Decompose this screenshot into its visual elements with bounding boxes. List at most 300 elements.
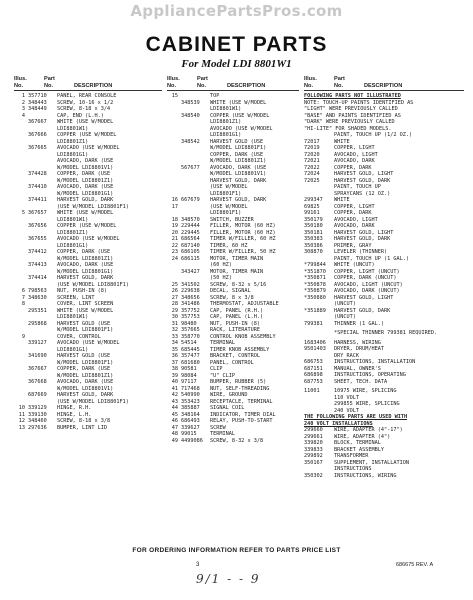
part-number: 350180 bbox=[304, 223, 323, 229]
part-description: (USE W/MODEL LDI8801F1) bbox=[57, 203, 129, 210]
part-description: WHITE (USE W/MODEL bbox=[210, 99, 267, 106]
part-description: COPPER, LIGHT bbox=[334, 145, 375, 151]
part-number: 341502 bbox=[181, 281, 200, 288]
part-description: AVOCADO, LIGHT bbox=[334, 151, 378, 158]
part-number: 350302 bbox=[304, 472, 323, 479]
part-description: SHEET, TECH. DATA bbox=[334, 378, 388, 385]
part-description: COPPER (USE W/MODEL bbox=[57, 132, 117, 138]
note-line: "DARK" WERE PREVIOUSLY CALLED bbox=[304, 119, 395, 125]
part-description: FILLER, MOTOR (60 HZ) bbox=[210, 229, 276, 236]
part-number: 99161 bbox=[304, 210, 320, 216]
part-description: HINGE, R.H. bbox=[57, 405, 92, 411]
part-number: 1683406 bbox=[304, 339, 326, 346]
part-description: DECAL, SIGNAL bbox=[210, 288, 251, 294]
part-description: W/MODEL LDI8801G1) bbox=[57, 268, 114, 275]
part-description: HARVEST GOLD, DARK bbox=[334, 177, 391, 184]
part-number: 54514 bbox=[181, 340, 197, 346]
part-number: 358770 bbox=[181, 333, 200, 340]
part-description: (UNCUT) bbox=[334, 301, 356, 307]
part-description: TERMINAL bbox=[210, 431, 235, 437]
part-number: 97117 bbox=[181, 379, 197, 385]
part-description: HARVEST GOLD, DARK bbox=[57, 197, 114, 203]
part-number: 339130 bbox=[28, 411, 47, 418]
parts-column-3 bbox=[304, 76, 464, 479]
illus-number: 43 bbox=[171, 398, 178, 405]
illus-number: 40 bbox=[171, 379, 178, 385]
part-description: AVOCADO (USE W/MODEL bbox=[57, 340, 120, 346]
part-description: 110 VOLT bbox=[334, 394, 359, 401]
part-number: 367665 bbox=[28, 145, 47, 151]
part-description: INSTRUCTIONS, WIRING bbox=[334, 472, 397, 479]
part-number: 9501403 bbox=[304, 346, 326, 352]
illus-number: 13 bbox=[18, 424, 25, 431]
part-description: SCREW, 8-18 x 3/8 bbox=[57, 418, 111, 424]
part-description: LDI8801G1) bbox=[57, 242, 89, 249]
part-description: AVOCADO, DARK bbox=[334, 223, 375, 229]
part-number: 374411 bbox=[28, 197, 47, 203]
parts-column-2 bbox=[167, 76, 299, 444]
part-number: 295351 bbox=[28, 307, 47, 314]
ordering-footer: FOR ORDERING INFORMATION REFER TO PARTS PRICE LIST bbox=[132, 547, 341, 554]
part-description: WHITE (USE W/MODEL bbox=[57, 210, 114, 216]
part-number: 717468 bbox=[181, 385, 200, 392]
part-description: SUPPLEMENT, INSTALLATION bbox=[334, 459, 409, 466]
part-description: INSTRUCTIONS, OPERATING bbox=[334, 372, 406, 378]
part-number: 350179 bbox=[304, 216, 323, 223]
part-description: WHITE (USE W/MODEL bbox=[57, 119, 114, 125]
note-line: "HI-LITE" FOR SHADED MODELS. bbox=[304, 125, 392, 132]
part-description: HARVEST GOLD, DARK bbox=[334, 307, 391, 314]
part-description: W/MODEL LDI8801Z1) bbox=[57, 255, 114, 262]
part-number: 681680 bbox=[181, 359, 200, 366]
paint-note bbox=[304, 100, 464, 133]
part-number: 798563 bbox=[28, 288, 47, 294]
part-description: HARVEST GOLD (USE bbox=[210, 138, 264, 145]
part-description: SCREW, 8 x 3/8 bbox=[210, 294, 254, 301]
part-number: 308870 bbox=[304, 249, 323, 255]
part-description: AVOCADO, DARK (USE bbox=[57, 158, 114, 164]
part-description: HARVEST GOLD, LIGHT bbox=[334, 229, 394, 236]
illus-number: 25 bbox=[171, 281, 178, 288]
part-description: THERMOSTAT, ADJUSTABLE bbox=[210, 301, 279, 307]
part-description: AVOCADO, DARK (USE bbox=[57, 379, 114, 385]
illus-number: 5 bbox=[21, 210, 25, 216]
part-number: 69825 bbox=[304, 203, 320, 210]
part-description: MOTOR, TIMER MAIN bbox=[210, 268, 264, 275]
part-number: 357477 bbox=[181, 353, 200, 359]
240v-heading-line2: 240 VOLT INSTALLATIONS bbox=[304, 420, 373, 427]
part-description: SCREW, 10-16 x 1/2 bbox=[57, 99, 114, 106]
note-line: NOTE: TOUCH-UP PAINTS IDENTIFIED AS bbox=[304, 99, 414, 106]
part-number: 374413 bbox=[28, 262, 47, 268]
part-number: 297636 bbox=[28, 424, 47, 431]
illus-number: 27 bbox=[171, 294, 178, 301]
part-number: 72024 bbox=[304, 171, 320, 177]
part-description: CAP, END (L.H.) bbox=[57, 112, 104, 119]
illus-number: 32 bbox=[171, 327, 178, 333]
part-description: W/MODEL LDI8801Z1) bbox=[57, 372, 114, 379]
part-number: 686115 bbox=[181, 255, 200, 262]
part-description: SCREW, 8-32 x 5/16 bbox=[210, 281, 267, 288]
part-description: PANEL, CONTROL bbox=[210, 359, 254, 366]
part-number: 357753 bbox=[181, 314, 200, 320]
part-description: COVER, LINT SCREEN bbox=[57, 301, 114, 307]
illus-number: 37 bbox=[171, 359, 178, 366]
part-number: 374428 bbox=[28, 171, 47, 177]
part-description: (USE W/MODEL LDI8801F1) bbox=[57, 398, 129, 405]
part-description: COPPER, DARK bbox=[334, 210, 372, 216]
part-description: RELAY, PUSH-TO-START bbox=[210, 418, 273, 424]
page-subtitle: For Model LDI 8801W1 bbox=[181, 58, 292, 70]
part-description: (USE W/MODEL bbox=[210, 184, 248, 190]
part-number: 348540 bbox=[181, 112, 200, 119]
part-description: INDICATOR, TIMER DIAL bbox=[210, 411, 276, 418]
part-description: LEVELER (THINNER) bbox=[334, 249, 388, 255]
part-description: COPPER, LIGHT bbox=[334, 203, 375, 210]
part-number: 72020 bbox=[304, 151, 320, 158]
part-number: *350880 bbox=[304, 294, 326, 301]
part-description: BLOCK, TERMINAL bbox=[334, 440, 381, 446]
part-description: W/MODEL LDI8801V1) bbox=[57, 385, 114, 392]
part-number: 667679 bbox=[181, 197, 200, 203]
part-description: PRIMER, GRAY bbox=[334, 242, 372, 249]
header-desc: DESCRIPTION bbox=[364, 82, 403, 89]
part-description: LDI8801W1) bbox=[57, 216, 89, 223]
part-description: W/MODEL LDI8801Z1) bbox=[210, 158, 267, 164]
part-description: TIMER, 60 HZ bbox=[210, 242, 248, 249]
part-description: SPRAYCANS (12 OZ.) bbox=[334, 190, 391, 197]
part-description: WIRE, GROUND bbox=[210, 392, 248, 398]
header-illus: Illus. No. bbox=[304, 76, 317, 89]
part-description: SWITCH, BUZZER bbox=[210, 216, 254, 223]
part-number: 367655 bbox=[28, 236, 47, 242]
part-description: BUMPER, RUBBER (5) bbox=[210, 379, 267, 385]
illus-number: 41 bbox=[171, 385, 178, 392]
illus-number: 15 bbox=[171, 93, 178, 99]
part-description: PANEL, REAR CONSOLE bbox=[57, 93, 117, 99]
part-description: (UNCUT) bbox=[334, 314, 356, 320]
part-description: BRACKET ASSEMBLY bbox=[334, 446, 384, 453]
part-description: COPPER, DARK (USE bbox=[57, 249, 111, 255]
part-description: HARVEST GOLD, LIGHT bbox=[334, 294, 394, 301]
part-description: W/MODEL LDI8801F1) bbox=[57, 327, 114, 333]
part-number: 357752 bbox=[181, 307, 200, 314]
part-number: 299661 bbox=[304, 433, 323, 440]
part-number: 350386 bbox=[304, 242, 323, 249]
part-description: W/MODEL LDI8801Z1) bbox=[57, 177, 114, 184]
part-number: 348460 bbox=[28, 418, 47, 424]
illus-number: 17 bbox=[171, 203, 178, 210]
illus-number: 18 bbox=[171, 216, 178, 223]
part-number: 367668 bbox=[28, 379, 47, 385]
part-description: TRANSFORMER bbox=[334, 453, 369, 459]
part-description: WIRE, ADAPTER (4"-17") bbox=[334, 427, 403, 433]
illus-number: 29 bbox=[171, 307, 178, 314]
part-description: NUT, PUSH-IN (8) bbox=[57, 288, 107, 294]
part-description: TIMER W/FILLER, 60 HZ bbox=[210, 236, 276, 242]
part-number: 295868 bbox=[28, 320, 47, 327]
note-line: "LIGHT" WERE PREVIOUSLY CALLED bbox=[304, 106, 398, 112]
part-description: HARVEST GOLD, DARK bbox=[57, 392, 114, 398]
part-description: (USE W/MODEL LDI8801F1) bbox=[57, 281, 129, 288]
part-row bbox=[304, 473, 464, 480]
240v-heading: THE FOLLOWING PARTS ARE USED WITH bbox=[304, 414, 408, 420]
part-description: PAINT, TOUCH UP (1/2 OZ.) bbox=[334, 132, 413, 138]
part-number: 686105 bbox=[181, 249, 200, 255]
illus-number: 16 bbox=[171, 197, 178, 203]
note-line: "BASE" AND PAINTS IDENTIFIED AS bbox=[304, 112, 401, 119]
illus-number: 1 bbox=[21, 93, 25, 99]
illus-number: 11 bbox=[18, 411, 25, 418]
part-description: DRYER, DRUM/HEAT bbox=[334, 346, 384, 352]
illus-number: 24 bbox=[171, 255, 178, 262]
part-description: (60 HZ) bbox=[210, 262, 232, 268]
illus-number: 7 bbox=[21, 294, 25, 301]
part-description: WIRE, ADAPTER (4") bbox=[334, 433, 391, 440]
part-description: LDI8801W1) bbox=[210, 106, 242, 112]
part-description: COPPER, LIGHT (UNCUT) bbox=[334, 268, 400, 275]
part-description: HINGE, L.H. bbox=[57, 411, 92, 418]
illus-number: 20 bbox=[171, 229, 178, 236]
illus-number: 35 bbox=[171, 346, 178, 353]
part-description: MANUAL, OWNER'S bbox=[334, 365, 381, 372]
illus-number: 46 bbox=[171, 418, 178, 424]
part-number: 367657 bbox=[28, 210, 47, 216]
part-description: 299855 WIRE, SPLICING bbox=[334, 401, 400, 407]
illus-number: 30 bbox=[171, 314, 178, 320]
illus-number: 21 bbox=[171, 236, 178, 242]
part-description: AVOCADO, DARK (UNCUT) bbox=[334, 288, 400, 294]
part-description: HARVEST GOLD, DARK bbox=[57, 275, 114, 281]
part-number: 348449 bbox=[28, 106, 47, 112]
part-number: 98084 bbox=[181, 372, 197, 379]
part-description: CONTROL KNOB ASSEMBLY bbox=[210, 333, 276, 340]
part-description: PAINT, TOUCH UP bbox=[334, 184, 381, 190]
part-description: BRACKET, CONTROL bbox=[210, 353, 260, 359]
part-description: COPPER, DARK (USE bbox=[57, 366, 111, 372]
part-number: 90581 bbox=[181, 366, 197, 372]
part-description: HARVEST GOLD, DARK bbox=[210, 177, 267, 184]
illus-number: 4 bbox=[21, 112, 25, 119]
part-number: 350383 bbox=[304, 236, 323, 242]
part-number: 348443 bbox=[28, 99, 47, 106]
part-number: 339833 bbox=[304, 446, 323, 453]
header-desc: DESCRIPTION bbox=[227, 82, 266, 89]
part-description: HARVEST GOLD, DARK bbox=[334, 236, 391, 242]
part-number: 11001 bbox=[304, 388, 320, 394]
part-description: SCREW, 8-18 x 3/4 bbox=[57, 106, 111, 112]
illus-number: 48 bbox=[171, 431, 178, 437]
header-part: Part No. bbox=[44, 76, 55, 89]
header-illus: Illus. No. bbox=[14, 76, 27, 89]
part-number: 385887 bbox=[181, 405, 200, 411]
part-description: TERMINAL bbox=[210, 340, 235, 346]
part-number: 343427 bbox=[181, 268, 200, 275]
handwritten-note: 9/1 - - 9 bbox=[196, 572, 261, 586]
part-description: W/MODEL LDI8801V1) bbox=[210, 171, 267, 177]
part-description: HARVEST GOLD (USE bbox=[57, 353, 111, 359]
part-number: 357665 bbox=[181, 327, 200, 333]
part-number: 299347 bbox=[304, 197, 323, 203]
part-description: LDI8801W1) bbox=[57, 314, 89, 320]
illus-number: 34 bbox=[171, 340, 178, 346]
part-number: *350871 bbox=[304, 275, 326, 281]
illus-number: 39 bbox=[171, 372, 178, 379]
part-number: 685445 bbox=[181, 346, 200, 353]
part-description: INSTRUCTIONS, INSTALLATION bbox=[334, 359, 416, 365]
parts-list-240v bbox=[304, 427, 464, 479]
part-number: 229638 bbox=[181, 288, 200, 294]
watermark: AppliancePartsPros.com bbox=[130, 2, 343, 20]
part-description: LDI8801G1) bbox=[57, 346, 89, 353]
part-description: FILLER, MOTOR (60 HZ) bbox=[210, 223, 276, 229]
part-description: NUT, PUSH-IN (8) bbox=[210, 320, 260, 327]
part-description: HARVEST GOLD (USE bbox=[57, 320, 111, 327]
part-description: LDI8801G1) bbox=[210, 132, 242, 138]
illus-number: 44 bbox=[171, 405, 178, 411]
page-title: CABINET PARTS bbox=[145, 33, 328, 56]
part-number: 229445 bbox=[181, 229, 200, 236]
part-number: 339820 bbox=[304, 440, 323, 446]
part-number: 686753 bbox=[304, 359, 323, 365]
part-row bbox=[14, 425, 162, 432]
part-description: AVOCADO, LIGHT bbox=[334, 216, 378, 223]
part-description: W/MODEL LDI8801F1) bbox=[57, 359, 114, 366]
part-description: WHITE bbox=[334, 138, 350, 145]
illus-number: 10 bbox=[18, 405, 25, 411]
part-description: PAINT, TOUCH UP (1 GAL.) bbox=[334, 255, 409, 262]
illus-number: 45 bbox=[171, 411, 178, 418]
header-desc: DESCRIPTION bbox=[74, 82, 113, 89]
part-number: 367656 bbox=[28, 223, 47, 229]
column-header bbox=[14, 76, 162, 91]
column-header bbox=[304, 76, 464, 91]
part-description: THINNER (1 GAL.) bbox=[334, 320, 384, 327]
part-number: 339129 bbox=[28, 405, 47, 411]
part-number: *350878 bbox=[304, 281, 326, 288]
part-description: INSTRUCTIONS bbox=[334, 466, 372, 472]
part-number: 341690 bbox=[28, 353, 47, 359]
part-description: TIMER KNOB ASSEMBLY bbox=[210, 346, 270, 353]
part-description: 240 VOLT bbox=[334, 407, 359, 414]
part-number: 353423 bbox=[181, 398, 200, 405]
illus-number: 33 bbox=[171, 333, 178, 340]
illus-number: 26 bbox=[171, 288, 178, 294]
part-description: BUMPER, LINT LID bbox=[57, 424, 107, 431]
part-description: 10975 WIRE, SPLICING bbox=[334, 388, 397, 394]
part-description: COPPER (USE W/MODEL bbox=[57, 223, 117, 229]
part-description: CAP, PANEL (R.H.) bbox=[210, 307, 264, 314]
part-description: AVOCADO, DARK (USE bbox=[210, 164, 267, 171]
part-description: CLIP bbox=[210, 366, 223, 372]
part-number: 350181 bbox=[304, 229, 323, 236]
illus-number: 19 bbox=[171, 223, 178, 229]
illus-number: 47 bbox=[171, 424, 178, 431]
part-number: 686898 bbox=[304, 372, 323, 378]
part-number: 99015 bbox=[181, 431, 197, 437]
part-description: SCREEN, LINT bbox=[57, 294, 95, 301]
part-number: 367667 bbox=[28, 366, 47, 372]
part-number: *351889 bbox=[304, 307, 326, 314]
part-number: *799844 bbox=[304, 262, 326, 268]
part-description: CAP, PANEL (L.H.) bbox=[210, 314, 264, 320]
illus-number: 49 bbox=[171, 437, 178, 444]
illus-number: 9 bbox=[21, 333, 25, 340]
part-description: WHITE (UNCUT) bbox=[334, 262, 375, 268]
header-part: Part No. bbox=[334, 76, 345, 89]
part-number: 98480 bbox=[181, 320, 197, 327]
part-description: LDI8801G1) bbox=[57, 151, 89, 158]
part-description: RECEPTACLE, TERMINAL bbox=[210, 398, 273, 405]
part-number: *350879 bbox=[304, 288, 326, 294]
part-description: COPPER, DARK bbox=[334, 164, 372, 171]
part-number: 348164 bbox=[181, 411, 200, 418]
part-number: 299892 bbox=[304, 453, 323, 459]
column-header bbox=[167, 76, 299, 91]
part-description: HARNESS, WIRING bbox=[334, 339, 381, 346]
part-number: 367666 bbox=[28, 132, 47, 138]
part-description: WHITE (USE W/MODEL bbox=[57, 307, 114, 314]
parts-column-1 bbox=[14, 76, 162, 431]
part-number: 341486 bbox=[181, 301, 200, 307]
part-description: WHITE bbox=[334, 197, 350, 203]
illus-number: 22 bbox=[171, 242, 178, 249]
illus-number: 3 bbox=[21, 106, 25, 112]
part-description: SIGNAL COIL bbox=[210, 405, 245, 411]
part-description: AVOCADO, DARK (USE bbox=[57, 184, 114, 190]
illus-number: 12 bbox=[18, 418, 25, 424]
part-number: 72022 bbox=[304, 164, 320, 171]
illus-number: 23 bbox=[171, 249, 178, 255]
part-description: COPPER, DARK (UNCUT) bbox=[334, 275, 397, 281]
part-number: 72025 bbox=[304, 177, 320, 184]
part-number: 299660 bbox=[304, 427, 323, 433]
illus-number: 31 bbox=[171, 320, 178, 327]
part-number: *351870 bbox=[304, 268, 326, 275]
page-number: 3 bbox=[196, 562, 200, 568]
part-description: LDI8801W1) bbox=[57, 125, 89, 132]
header-part: Part No. bbox=[197, 76, 208, 89]
parts-list bbox=[167, 93, 299, 444]
part-description: "U" CLIP bbox=[210, 372, 235, 379]
part-description: W/MODEL LDI8801G1) bbox=[57, 190, 114, 197]
part-number: 72019 bbox=[304, 145, 320, 151]
part-number: 72017 bbox=[304, 138, 320, 145]
part-description: AVOCADO, DARK bbox=[334, 158, 375, 164]
part-number: 339627 bbox=[181, 424, 200, 431]
part-description: W/MODEL LDI8801F1) bbox=[210, 145, 267, 151]
part-number: 348542 bbox=[181, 138, 200, 145]
part-description: AVOCADO, LIGHT (UNCUT) bbox=[334, 281, 403, 288]
part-number: 348539 bbox=[181, 99, 200, 106]
part-row bbox=[167, 438, 299, 445]
part-description: LDI8801Z1) bbox=[210, 119, 242, 125]
part-number: 687140 bbox=[181, 242, 200, 249]
parts-list bbox=[14, 93, 162, 431]
illus-number: 6 bbox=[21, 288, 25, 294]
part-number: 348630 bbox=[28, 294, 47, 301]
part-description: (USE W/MODEL bbox=[210, 203, 248, 210]
part-number: 687753 bbox=[304, 378, 323, 385]
part-number: 374412 bbox=[28, 249, 47, 255]
part-description: COPPER, DARK (USE bbox=[210, 151, 264, 158]
part-description: RACK, LITERATURE bbox=[210, 327, 260, 333]
illus-number: 42 bbox=[171, 392, 178, 398]
part-number: 339127 bbox=[28, 340, 47, 346]
part-number: 567677 bbox=[181, 164, 200, 171]
part-description: HARVEST GOLD, LIGHT bbox=[334, 171, 394, 177]
part-description: COPPER (USE W/MODEL bbox=[210, 112, 270, 119]
